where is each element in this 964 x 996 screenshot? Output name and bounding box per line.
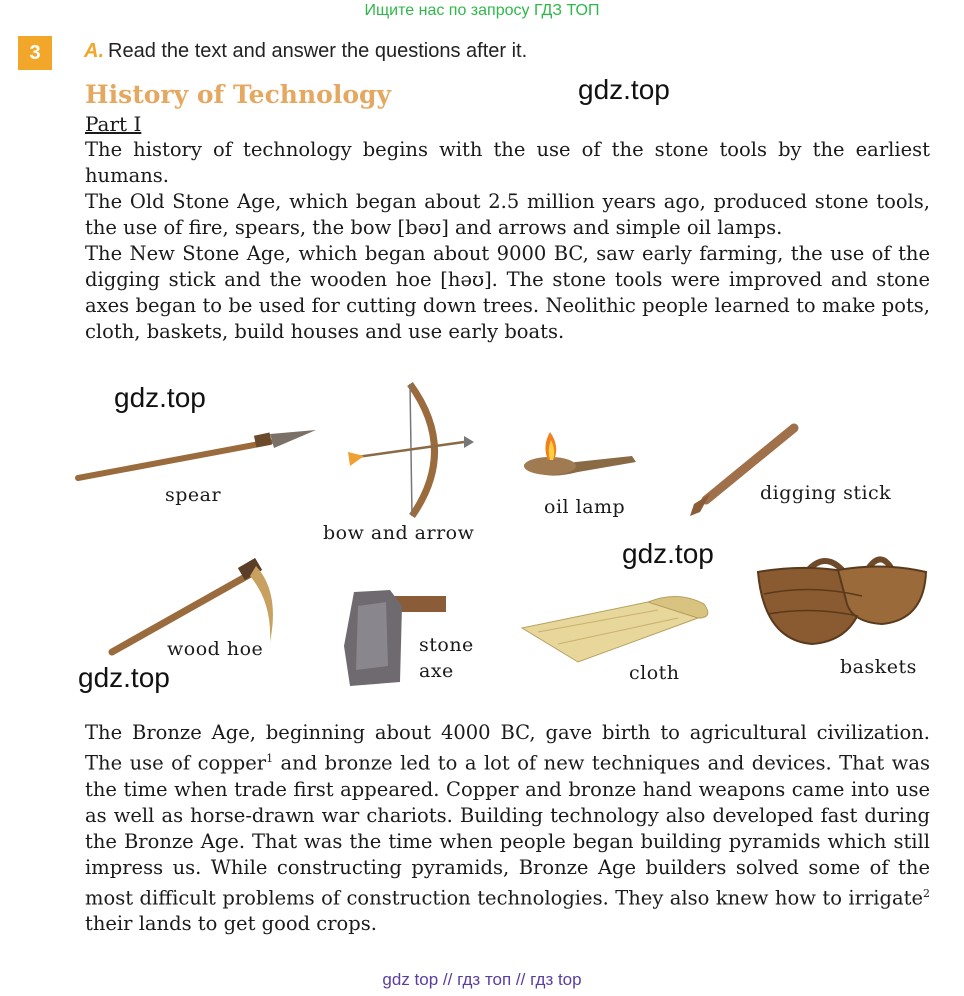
paragraph-part: and bronze led to a lot of new techniques and devices. That was the time when trade first appeared. Copper and bronze hand weapons came into use as well as horse-drawn war chariots. Building technology also developed fast during the Bronze Age. That was the time when people began building pyramids which still impress us. While constructing pyramids, Bronze Age builders solved some of the most difficult problems of construction technologies. They also knew how to irrigate <box>85 751 930 909</box>
bronze-age-paragraph <box>85 720 930 937</box>
digging-stick-label: digging stick <box>760 482 892 504</box>
watermark: gdz.top <box>578 74 670 105</box>
search-hint[interactable]: Ищите нас по запросу ГДЗ ТОП <box>364 2 600 19</box>
exercise-number-badge: 3 <box>18 36 52 70</box>
cloth-label: cloth <box>629 662 680 684</box>
spear-label: spear <box>165 484 222 506</box>
watermark: gdz.top <box>114 382 206 413</box>
instruction-text: Read the text and answer the questions after it. <box>108 40 528 62</box>
paragraph-part: The Bronze Age, beginning about 4000 BC, gave birth to agricultural civilization. The use of copper <box>85 721 930 775</box>
wood-hoe-label: wood hoe <box>167 638 264 660</box>
exercise-instruction <box>84 40 527 63</box>
bow-and-arrow-illustration <box>340 380 480 520</box>
watermark: gdz.top <box>622 538 714 569</box>
watermark: gdz.top <box>78 662 170 693</box>
stone-axe-label-line2: axe <box>419 660 454 682</box>
paragraph: The history of technology begins with the use of the stone tools by the earliest humans. <box>85 138 930 187</box>
article-intro <box>85 137 930 345</box>
spear-illustration <box>70 420 320 490</box>
exercise-letter: A. <box>84 40 104 62</box>
article-part: Part I <box>85 112 142 136</box>
digging-stick-illustration <box>680 420 810 530</box>
bow-label: bow and arrow <box>323 522 475 544</box>
footnote-marker: 2 <box>923 886 930 900</box>
oil-lamp-illustration <box>520 428 640 488</box>
article-title: History of Technology <box>85 80 392 109</box>
paragraph: The Old Stone Age, which began about 2.5 million years ago, produced stone tools, the use of fire, spears, the bow [bəʊ] and arrows and simple oil lamps. <box>85 190 930 239</box>
baskets-label: baskets <box>840 656 917 678</box>
oil-lamp-label: oil lamp <box>544 496 626 518</box>
paragraph: The New Stone Age, which began about 9000 BC, saw early farming, the use of the digging stick and the wooden hoe [həʊ]. The stone tools were improved and stone axes began to be used for cutting down trees. Neolithic people learned to make pots, cloth, baskets, build houses and use early boats. <box>85 242 930 343</box>
cloth-illustration <box>518 588 718 668</box>
footnote-marker: 1 <box>266 752 274 765</box>
stone-axe-label-line1: stone <box>419 634 474 656</box>
paragraph-part: their lands to get good crops. <box>85 912 377 935</box>
baskets-illustration <box>754 544 934 654</box>
footer-links[interactable]: gdz top // гдз топ // гдз top <box>382 970 582 989</box>
